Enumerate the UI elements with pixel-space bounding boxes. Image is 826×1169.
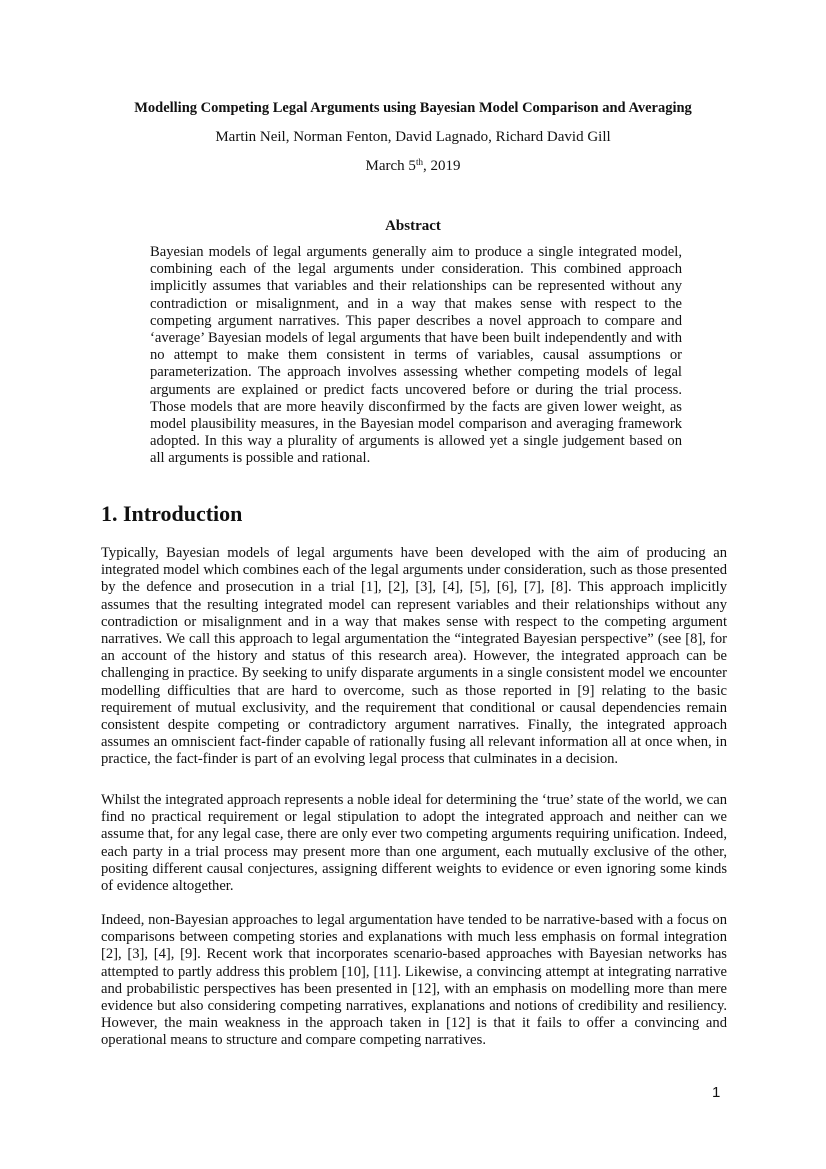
date-ordinal-suffix: th <box>415 157 423 167</box>
section-heading-introduction: 1. Introduction <box>101 501 243 526</box>
introduction-paragraph: Whilst the integrated approach represents a noble ideal for determining the ‘true’ state of the world, we can find no practical requirement or legal stipulation to adopt the integrated approach and neither can we assume that, for any legal case, there are only ever two competing arguments requiring unification. Indeed, each party in a trial process may present more than one argument, each mutually exclusive of the other, positing different causal conjectures, assigning different weights to evidence or even ignoring some kinds of evidence altogether. <box>101 792 727 895</box>
introduction-paragraph: Indeed, non-Bayesian approaches to legal argumentation have tended to be narrative-based with a focus on comparisons between competing stories and explanations with much less emphasis on formal integration [2], [3], [4], [9]. Recent work that incorporates scenario-based approaches with Bayesian networks has attempted to partly address this problem [10], [11]. Likewise, a convincing attempt at integrating narrative and probabilistic perspectives has been presented in [12], with an emphasis on modelling more than mere evidence but also considering competing narratives, explanations and notions of credibility and resiliency. However, the main weakness in the approach taken in [12] is that it fails to offer a convincing and operational means to structure and compare competing narratives. <box>101 912 727 1049</box>
paper-title: Modelling Competing Legal Arguments using Bayesian Model Comparison and Averaging <box>134 100 692 116</box>
introduction-paragraph: Typically, Bayesian models of legal arguments have been developed with the aim of producing an integrated model which combines each of the legal arguments under consideration, such as those presented by the defence and prosecution in a trial [1], [2], [3], [4], [5], [6], [7], [8]. This approach implicitly assumes that the resulting integrated model can represent variables and their relationships without any contradiction or misalignment and in a way that makes sense with respect to the competing argument narratives. We call this approach to legal argumentation the “integrated Bayesian perspective” (see [8], for an account of the history and status of this research area). However, the integrated approach can be challenging in practice. By seeking to unify disparate arguments in a single consistent model we encounter modelling difficulties that are hard to overcome, such as those reported in [9] relating to the basic requirement of mutual exclusivity, and the requirement that conditional or causal dependencies remain consistent despite competing or contradictory argument narratives. Finally, the integrated approach assumes an omniscient fact-finder capable of rationally fusing all relevant information all at once when, in practice, the fact-finder is part of an evolving legal process that culminates in a decision. <box>101 545 727 768</box>
date-year: , 2019 <box>422 158 461 174</box>
author-list: Martin Neil, Norman Fenton, David Lagnado, Richard David Gill <box>215 129 611 145</box>
date-prefix: March 5 <box>365 158 416 174</box>
abstract-heading: Abstract <box>385 218 441 234</box>
page-number: 1 <box>712 1084 721 1101</box>
publication-date <box>0 157 826 175</box>
abstract-text: Bayesian models of legal arguments generally aim to produce a single integrated model, combining each of the legal arguments under consideration. This combined approach implicitly assumes that variables and their relationships can be represented without any contradiction or misalignment, and in a way that makes sense with respect to the competing argument narratives. This paper describes a novel approach to compare and ‘average’ Bayesian models of legal arguments that have been built independently and with no attempt to make them consistent in terms of variables, causal assumptions or parameterization. The approach involves assessing whether competing models of legal arguments are explained or predict facts uncovered before or during the trial process. Those models that are more heavily disconfirmed by the facts are given lower weight, as model plausibility measures, in the Bayesian model comparison and averaging framework adopted. In this way a plurality of arguments is allowed yet a single judgement based on all arguments is possible and rational. <box>150 244 682 467</box>
